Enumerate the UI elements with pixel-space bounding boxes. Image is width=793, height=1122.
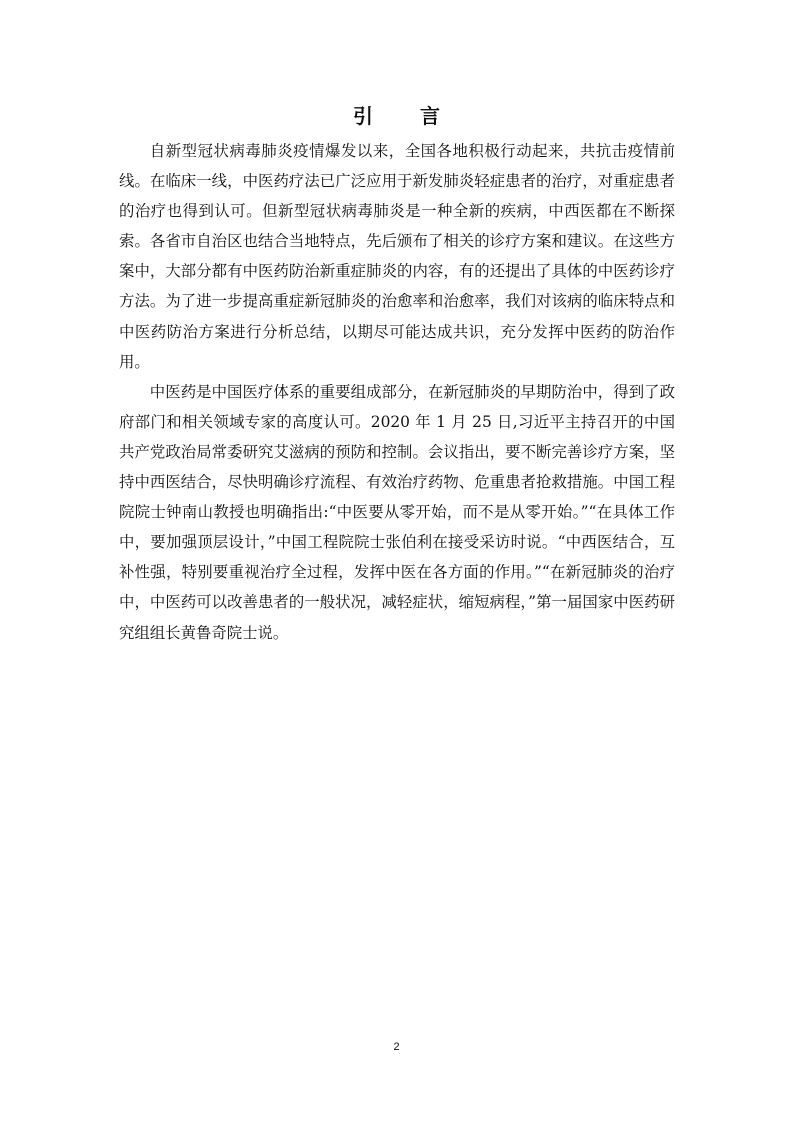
body-text [119, 136, 675, 648]
page-number: 2 [393, 1041, 400, 1053]
paragraph-1: 自新型冠状病毒肺炎疫情爆发以来，全国各地积极行动起来，共抗击疫情前线。在临床一线，中医药疗法已广泛应用于新发肺炎轻症患者的治疗，对重症患者的治疗也得到认可。但新型冠状病毒肺炎是一种全新的疾病，中西医都在不断探索。各省市自治区也结合当地特点，先后颁布了相关的诊疗方案和建议。在这些方案中，大部分都有中医药防治新重症肺炎的内容，有的还提出了具体的中医药诊疗方法。为了进一步提高重症新冠肺炎的治愈率和治愈率，我们对该病的临床特点和中医药防治方案进行分析总结，以期尽可能达成共识，充分发挥中医药的防治作用。 [119, 142, 675, 371]
paragraph-2: 中医药是中国医疗体系的重要组成部分，在新冠肺炎的早期防治中，得到了政府部门和相关领域专家的高度认可。2020 年 1 月 25 日,习近平主持召开的中国共产党政治局常委研究艾滋病的预防和控制。会议指出，要不断完善诊疗方案，坚持中西医结合，尽快明确诊疗流程、有效治疗药物、危重患者抢救措施。中国工程院院士钟南山教授也明确指出:“中医要从零开始，而不是从零开始。”“在具体工作中，要加强顶层设计，”中国工程院院士张伯利在接受采访时说。“中西医结合，互补性强，特别要重视治疗全过程，发挥中医在各方面的作用。”“在新冠肺炎的治疗中，中医药可以改善患者的一般状况，减轻症状，缩短病程，”第一届国家中医药研究组组长黄鲁奇院士说。 [119, 382, 675, 642]
page-title: 引 言 [353, 104, 460, 128]
